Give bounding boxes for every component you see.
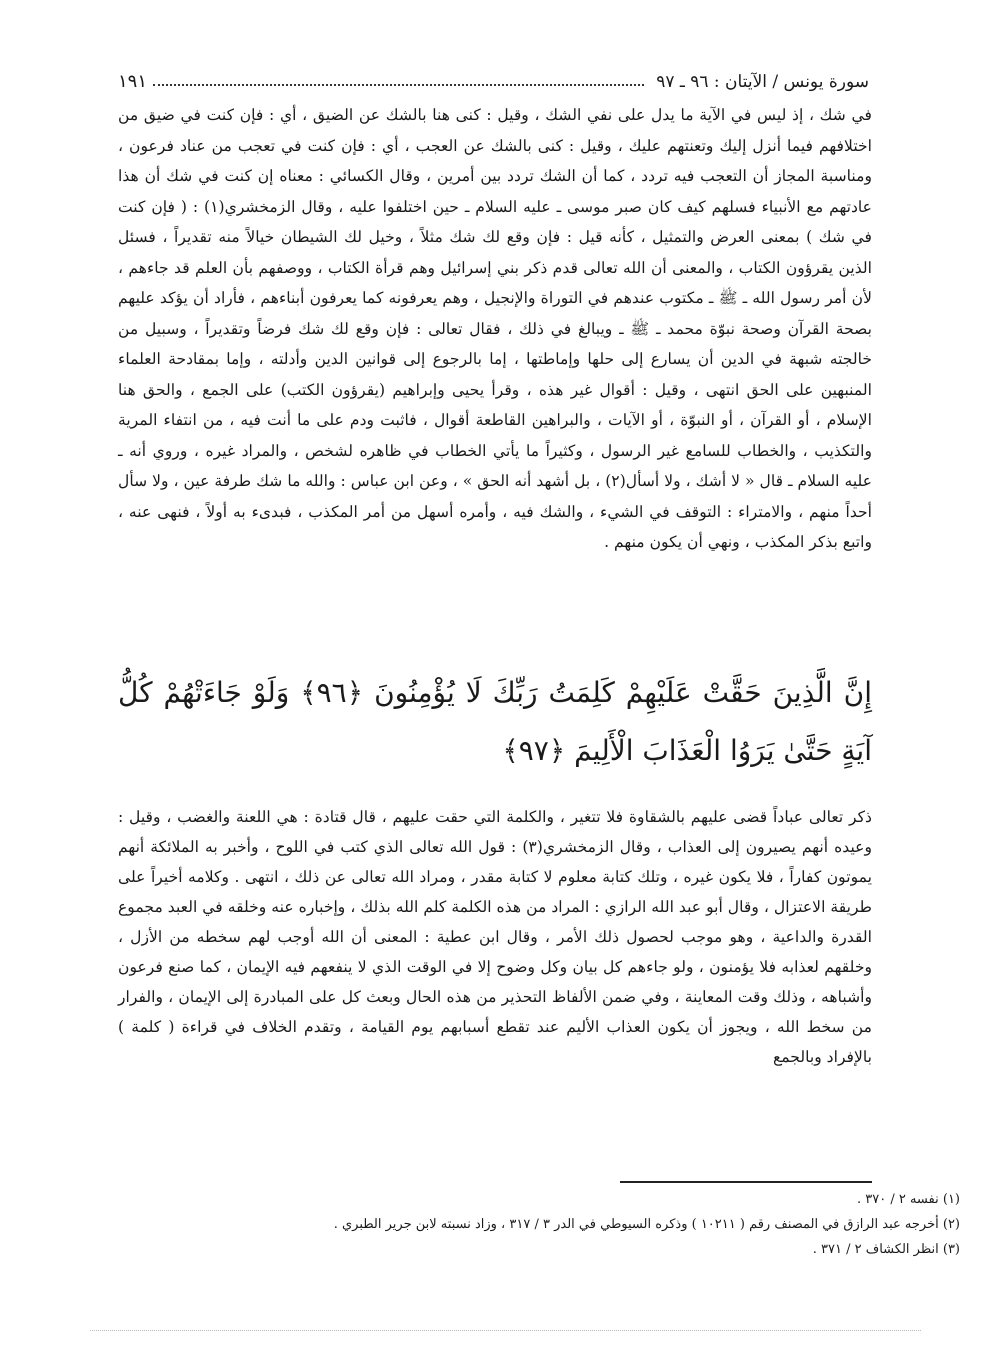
footnote-2: (٢) أخرجه عبد الرازق في المصنف رقم ( ١٠٢١١ ) وذكره السيوطي في الدر ٣ / ٣١٧ ، وزاد نسبته لابن جرير الطبري . (333, 1217, 960, 1232)
commentary-paragraph-2: ذكر تعالى عباداً قضى عليهم بالشقاوة فلا تتغير ، والكلمة التي حقت عليهم ، قال قتادة : هي اللعنة والغضب ، وقيل : وعيده أنهم يصيرون إلى العذاب ، وقال الزمخشري(٣) : قول الله تعالى الذي كتب في اللوح ، وأخبر به الملائكة أنهم يموتون كفاراً ، فلا يكون غيره ، وتلك كتابة معلوم لا كتابة مقدر ، ومراد الله تعالى عن ذلك ، انتهى . وكلامه أخيراً على طريقة الاعتزال ، وقال أبو عبد الله الرازي : المراد من هذه الكلمة كلم الله بذلك ، وإخباره عنه وخلقه في العبد مجموع القدرة والداعية ، وهو موجب لحصول ذلك الأمر ، وقال ابن عطية : المعنى أن الله أوجب لهم سخطه من الأزل ، وخلقهم لعذابه فلا يؤمنون ، ولو جاءهم كل بيان وكل وضوح إلا في الوقت الذي لا ينفعهم فيه الإيمان ، كما صنع فرعون وأشباهه ، وذلك وقت المعاينة ، وفي ضمن الألفاظ التحذير من هذه الحال وبعث كل على المبادرة إلى الإيمان ، والفرار من سخط الله ، ويجوز أن يكون العذاب الأليم عند تقطع أسبابهم يوم القيامة ، وتقدم الخلاف في قراءة ( كلمة ) بالإفراد وبالجمع (118, 808, 872, 1066)
commentary-paragraph-1: في شك ، إذ ليس في الآية ما يدل على نفي الشك ، وقيل : كنى هنا بالشك عن الضيق ، أي : فإن كنت في ضيق من اختلافهم فيما أنزل إليك وتعنتهم عليك ، وقيل : كنى بالشك عن العجب ، أي : فإن كنت في تعجب من عناد فرعون ، ومناسبة المجاز أن التعجب فيه تردد ، كما أن الشك تردد بين أمرين ، وقال الكسائي : معناه إن كنت في شك أن هذا عادتهم مع الأنبياء فسلهم كيف كان صبر موسى ـ عليه السلام ـ حين اختلفوا عليه ، وقال الزمخشري(١) : ( فإن كنت في شك ) بمعنى العرض والتمثيل ، كأنه قيل : فإن وقع لك شك مثلاً ، وخيل لك الشيطان خيالاً منه تقديراً ، فسئل الذين يقرؤون الكتاب ، والمعنى أن الله تعالى قدم ذكر بني إسرائيل وهم قرأة الكتاب ، ووصفهم بأن العلم قد جاءهم ، لأن أمر رسول الله ـ ﷺ ـ مكتوب عندهم في التوراة والإنجيل ، وهم يعرفونه كما يعرفون أبناءهم ، فأراد أن يؤكد عليهم بصحة القرآن وصحة نبوّة محمد ـ ﷺ ـ ويبالغ في ذلك ، فقال تعالى : فإن وقع لك شك فرضاً وتقديراً ، وسبيل من خالجته شبهة في الدين أن يسارع إلى حلها وإماطتها ، إما بالرجوع إلى قوانين الدين وأدلته ، وإما بمقادحة العلماء المنبهين على الحق انتهى ، وقيل : أقوال غير هذه ، وقرأ يحيى وإبراهيم (يقرؤون الكتب) على الجمع ، والحق هنا الإسلام ، أو القرآن ، أو النبوّة ، أو الآيات ، والبراهين القاطعة أقوال ، فاثبت ودم على ما أنت فيه ، من انتفاء المرية والتكذيب ، والخطاب للسامع غير الرسول ، وكثيراً ما يأتي الخطاب في ظاهره لشخص ، والمراد غيره ، وروي أنه ـ عليه السلام ـ قال « لا أشك ، ولا أسأل(٢) ، بل أشهد أنه الحق » ، وعن ابن عباس : والله ما شك طرفة عين ، ولا سأل أحداً منهم ، والامتراء : التوقف في الشيء ، والشك فيه ، وأمره أسهل من أمر المكذب ، فبدىء به أولاً ، فنهى عنه ، واتبع بذكر المكذب ، ونهي أن يكون منهم . (118, 106, 872, 551)
quran-verse: إِنَّ الَّذِينَ حَقَّتْ عَلَيْهِمْ كَلِمَتُ رَبِّكَ لَا يُؤْمِنُونَ ﴿٩٦﴾ وَلَوْ جَاءَتْهُمْ كُلُّ آيَةٍ حَتَّىٰ يَرَوُا الْعَذَابَ الْأَلِيمَ ﴿٩٧﴾ (118, 676, 872, 767)
page-number: ١٩١ (118, 71, 148, 92)
footnote-separator (620, 1181, 872, 1183)
footnote-1: (١) نفسه ٢ / ٣٧٠ . (856, 1192, 960, 1207)
dotted-leader (153, 84, 644, 86)
footnote-3: (٣) انظر الكشاف ٢ / ٣٧١ . (812, 1242, 960, 1257)
running-header (118, 60, 869, 92)
surah-title: سورة يونس / الآيتان : ٩٦ ـ ٩٧ (656, 72, 869, 92)
scan-edge-noise (90, 1327, 921, 1331)
